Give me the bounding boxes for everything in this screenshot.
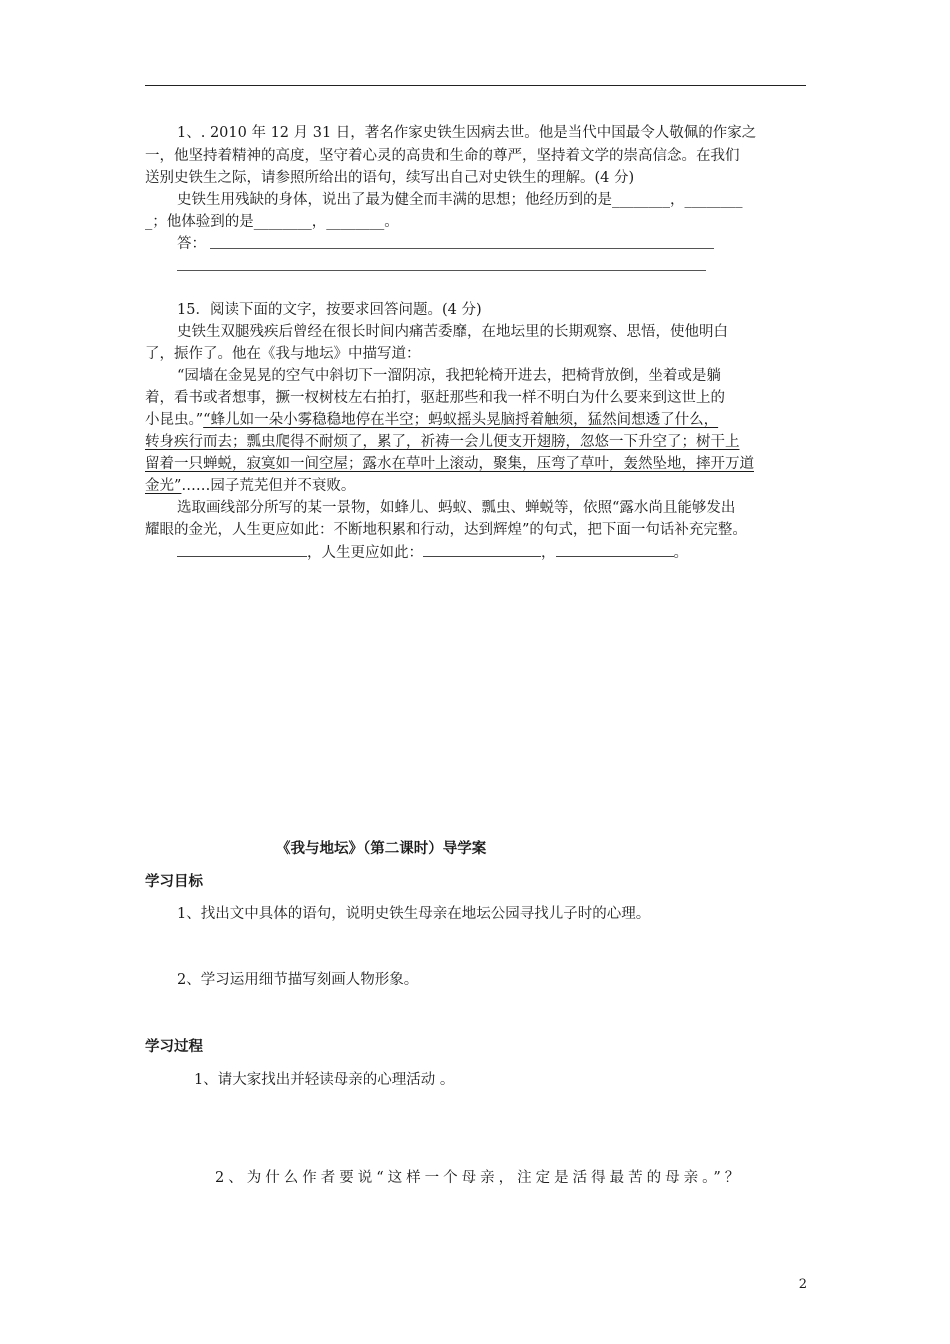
q15-line-2: 史铁生双腿残疾后曾经在很长时间内痛苦委靡，在地坛里的长期观察、思悟，使他明白 — [177, 324, 728, 340]
q1-answer-line-1[interactable] — [210, 248, 714, 249]
q15-line-12-sep: ， — [541, 545, 556, 561]
q15-blank-1[interactable] — [177, 542, 307, 557]
q1-line-1: 1、. 2010 年 12 月 31 日，著名作家史铁生因病去世。他是当代中国最令人敬佩的作家之 — [177, 125, 757, 141]
q15-line-12 — [177, 542, 688, 563]
q15-line-5: 着，看书或者想事，撅一杈树枝左右拍打，驱赶那些和我一样不明白为什么要来到这世上的 — [145, 390, 725, 406]
q1-line-5: _；他体验到的是________，________。 — [145, 214, 399, 230]
q15-line-6-underlined: “蜂儿如一朵小雾稳稳地停在半空；蚂蚁摇头晃脑捋着触须，猛然间想透了什么， — [203, 412, 719, 428]
q15-blank-2[interactable] — [423, 542, 541, 557]
q1-line-4: 史铁生用残缺的身体，说出了最为健全而丰满的思想；他经历到的是________，________ — [177, 192, 743, 208]
q15-line-7: 转身疾行而去；瓢虫爬得不耐烦了，累了，祈祷一会儿便支开翅膀，忽悠一下升空了；树干上 — [145, 434, 740, 450]
q15-line-9-plain: ……园子荒芜但并不衰败。 — [181, 478, 356, 494]
q15-line-12-end: 。 — [673, 545, 688, 561]
q15-line-10: 选取画线部分所写的某一景物，如蜂儿、蚂蚁、瓢虫、蝉蜕等，依照“露水尚且能够发出 — [177, 500, 736, 516]
q15-line-3: 了，振作了。他在《我与地坛》中描写道： — [145, 346, 421, 362]
learning-process-heading: 学习过程 — [145, 1038, 203, 1055]
process-step-2: 2、为什么作者要说“这样一个母亲，注定是活得最苦的母亲。”？ — [215, 1170, 744, 1186]
q15-line-6-plain: 小昆虫。” — [145, 412, 204, 428]
q15-line-11: 耀眼的金光，人生更应如此：不断地积累和行动，达到辉煌”的句式，把下面一句话补充完整。 — [145, 522, 747, 538]
process-step-1: 1、请大家找出并轻读母亲的心理活动 。 — [194, 1072, 455, 1088]
q15-line-1: 15．阅读下面的文字，按要求回答问题。(4 分) — [177, 302, 482, 318]
q1-line-3: 送别史铁生之际，请参照所给出的语句，续写出自己对史铁生的理解。(4 分) — [145, 170, 635, 186]
lesson-title: 《我与地坛》（第二课时）导学案 — [276, 840, 487, 857]
q1-line-2: 一，他坚持着精神的高度，坚守着心灵的高贵和生命的尊严，坚持着文学的崇高信念。在我们 — [145, 148, 740, 164]
q15-line-8: 留着一只蝉蜕，寂寞如一间空屋；露水在草叶上滚动，聚集，压弯了草叶，轰然坠地，摔开万道 — [145, 456, 754, 472]
header-rule — [145, 85, 806, 86]
q15-line-4: “园墙在金晃晃的空气中斜切下一溜阴凉，我把轮椅开进去，把椅背放倒，坐着或是躺 — [177, 368, 721, 384]
q1-answer-label: 答： — [177, 236, 206, 252]
q1-answer-line-2[interactable] — [177, 270, 706, 271]
goal-2: 2、学习运用细节描写刻画人物形象。 — [177, 972, 419, 988]
q15-line-6 — [145, 410, 718, 430]
goal-1: 1、找出文中具体的语句，说明史铁生母亲在地坛公园寻找儿子时的心理。 — [177, 906, 651, 922]
q15-line-9-underlined: 金光” — [145, 478, 182, 494]
q15-line-12-mid: ，人生更应如此： — [307, 545, 423, 561]
learning-goals-heading: 学习目标 — [145, 873, 203, 890]
q15-blank-3[interactable] — [556, 542, 674, 557]
q15-line-9 — [145, 476, 355, 496]
page-number: 2 — [798, 1277, 807, 1292]
